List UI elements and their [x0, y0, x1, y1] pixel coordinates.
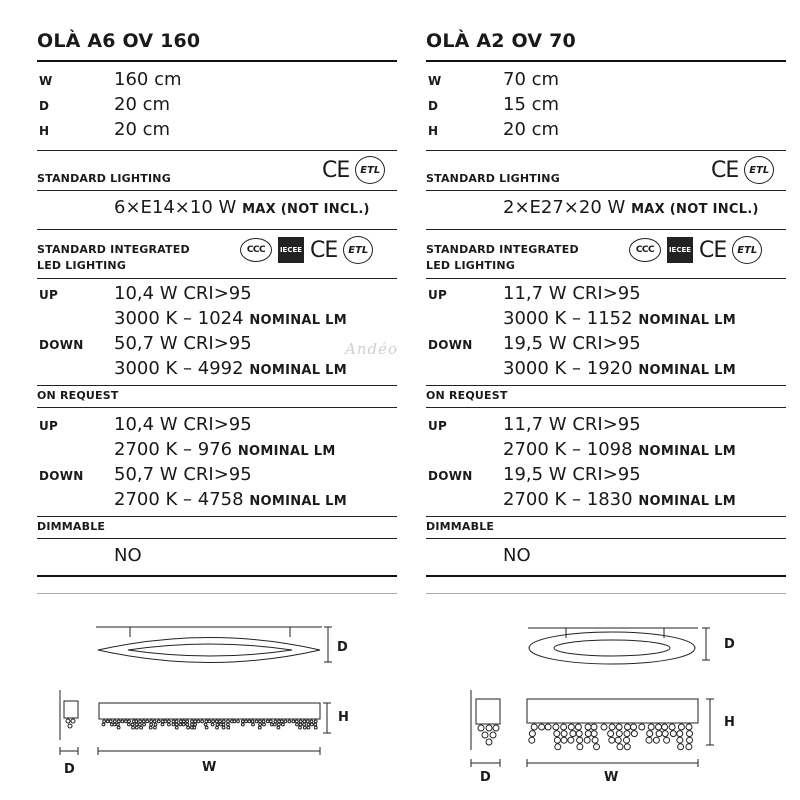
etl-mark-icon: ETL — [355, 156, 385, 184]
req-up-cct: 2700 K – 1098 — [503, 439, 633, 460]
spec-column-left — [37, 0, 397, 800]
nominal-lm: NOMINAL LM — [249, 363, 348, 378]
down-lumens — [503, 358, 736, 379]
divider — [426, 385, 786, 386]
req-down-lumens — [114, 489, 347, 510]
down-power: 50,7 W CRI>95 — [114, 333, 252, 354]
cert-marks — [322, 156, 385, 184]
divider — [37, 150, 397, 151]
nominal-lm: NOMINAL LM — [638, 444, 737, 459]
ce-mark-icon: CE — [322, 157, 350, 183]
dim-value-w: 70 cm — [503, 69, 560, 90]
divider — [426, 229, 786, 230]
led-lighting-label — [426, 242, 579, 274]
divider — [37, 407, 397, 408]
divider — [426, 190, 786, 191]
nominal-lm: NOMINAL LM — [237, 444, 336, 459]
up-label: UP — [428, 288, 448, 302]
ce-mark-icon: CE — [310, 237, 338, 263]
dimmable-label: DIMMABLE — [426, 520, 495, 533]
dim-label-w: W — [428, 74, 442, 88]
req-down-cct: 2700 K – 1830 — [503, 489, 633, 510]
dim-label-w: W — [39, 74, 53, 88]
req-up-power: 11,7 W CRI>95 — [503, 414, 641, 435]
bulb-spec-suffix: MAX (NOT INCL.) — [631, 202, 759, 217]
dim-value-w: 160 cm — [114, 69, 182, 90]
divider — [37, 385, 397, 386]
etl-mark-icon: ETL — [732, 236, 762, 264]
ccc-mark-icon: CCC — [240, 238, 272, 262]
req-up-label: UP — [39, 419, 59, 433]
divider — [37, 278, 397, 279]
standard-lighting-label: STANDARD LIGHTING — [426, 172, 560, 185]
etl-mark-icon: ETL — [343, 236, 373, 264]
down-label: DOWN — [39, 338, 84, 352]
req-up-cct: 2700 K – 976 — [114, 439, 233, 460]
dim-label-h: H — [428, 124, 439, 138]
up-label: UP — [39, 288, 59, 302]
nominal-lm: NOMINAL LM — [638, 313, 737, 328]
divider — [426, 60, 786, 62]
iecee-mark-icon: IECEE — [667, 237, 693, 263]
dim-label-d: D — [39, 99, 49, 113]
req-up-power: 10,4 W CRI>95 — [114, 414, 252, 435]
divider — [37, 229, 397, 230]
up-power: 10,4 W CRI>95 — [114, 283, 252, 304]
nominal-lm: NOMINAL LM — [638, 494, 737, 509]
divider — [37, 516, 397, 517]
divider — [37, 593, 397, 594]
down-lumens — [114, 358, 347, 379]
bulb-spec: 6×E14×10 W — [114, 197, 237, 218]
divider — [426, 278, 786, 279]
watermark: Andéo — [345, 340, 399, 358]
product-title: OLÀ A6 OV 160 — [37, 30, 201, 52]
standard-lighting-label: STANDARD LIGHTING — [37, 172, 171, 185]
spec-column-right — [426, 0, 786, 800]
product-title: OLÀ A2 OV 70 — [426, 30, 576, 52]
down-cct: 3000 K – 4992 — [114, 358, 244, 379]
on-request-label: ON REQUEST — [426, 389, 508, 402]
dim-label-d: D — [428, 99, 438, 113]
drawing-label-d: D — [64, 762, 75, 777]
req-down-cct: 2700 K – 4758 — [114, 489, 244, 510]
led-label-line1: STANDARD INTEGRATED — [37, 243, 190, 256]
ccc-mark-icon: CCC — [629, 238, 661, 262]
divider — [426, 593, 786, 594]
divider — [426, 407, 786, 408]
bulb-spec: 2×E27×20 W — [503, 197, 626, 218]
dim-value-d: 15 cm — [503, 94, 560, 115]
req-up-lumens — [503, 439, 736, 460]
standard-lighting-value — [114, 197, 370, 218]
divider — [426, 516, 786, 517]
dim-value-h: 20 cm — [114, 119, 171, 140]
drawing-label-d: D — [724, 637, 735, 652]
drawing-label-w: W — [604, 770, 619, 785]
divider — [37, 538, 397, 539]
up-lumens — [114, 308, 347, 329]
led-lighting-label — [37, 242, 190, 274]
drawing-label-h: H — [724, 715, 735, 730]
req-down-label: DOWN — [39, 469, 84, 483]
down-cct: 3000 K – 1920 — [503, 358, 633, 379]
divider — [426, 538, 786, 539]
dim-label-h: H — [39, 124, 50, 138]
led-label-line2: LED LIGHTING — [426, 259, 516, 272]
ce-mark-icon: CE — [711, 157, 739, 183]
req-down-lumens — [503, 489, 736, 510]
nominal-lm: NOMINAL LM — [249, 494, 348, 509]
iecee-mark-icon: IECEE — [278, 237, 304, 263]
led-label-line1: STANDARD INTEGRATED — [426, 243, 579, 256]
req-down-power: 50,7 W CRI>95 — [114, 464, 252, 485]
down-label: DOWN — [428, 338, 473, 352]
dim-value-h: 20 cm — [503, 119, 560, 140]
drawing-label-d: D — [337, 640, 348, 655]
dim-value-d: 20 cm — [114, 94, 171, 115]
divider — [37, 190, 397, 191]
on-request-label: ON REQUEST — [37, 389, 119, 402]
up-cct: 3000 K – 1152 — [503, 308, 633, 329]
nominal-lm: NOMINAL LM — [249, 313, 348, 328]
nominal-lm: NOMINAL LM — [638, 363, 737, 378]
req-up-label: UP — [428, 419, 448, 433]
up-cct: 3000 K – 1024 — [114, 308, 244, 329]
drawing-label-d: D — [480, 770, 491, 785]
req-down-label: DOWN — [428, 469, 473, 483]
dimmable-value: NO — [114, 545, 142, 566]
etl-mark-icon: ETL — [744, 156, 774, 184]
up-lumens — [503, 308, 736, 329]
up-power: 11,7 W CRI>95 — [503, 283, 641, 304]
dimmable-label: DIMMABLE — [37, 520, 106, 533]
dimmable-value: NO — [503, 545, 531, 566]
drawing-label-w: W — [202, 760, 217, 775]
req-up-lumens — [114, 439, 336, 460]
req-down-power: 19,5 W CRI>95 — [503, 464, 641, 485]
cert-marks — [711, 156, 774, 184]
down-power: 19,5 W CRI>95 — [503, 333, 641, 354]
divider — [37, 575, 397, 577]
ce-mark-icon: CE — [699, 237, 727, 263]
led-label-line2: LED LIGHTING — [37, 259, 127, 272]
led-cert-marks — [629, 236, 762, 264]
divider — [37, 60, 397, 62]
divider — [426, 575, 786, 577]
standard-lighting-value — [503, 197, 759, 218]
bulb-spec-suffix: MAX (NOT INCL.) — [242, 202, 370, 217]
led-cert-marks — [240, 236, 373, 264]
divider — [426, 150, 786, 151]
drawing-label-h: H — [338, 710, 349, 725]
